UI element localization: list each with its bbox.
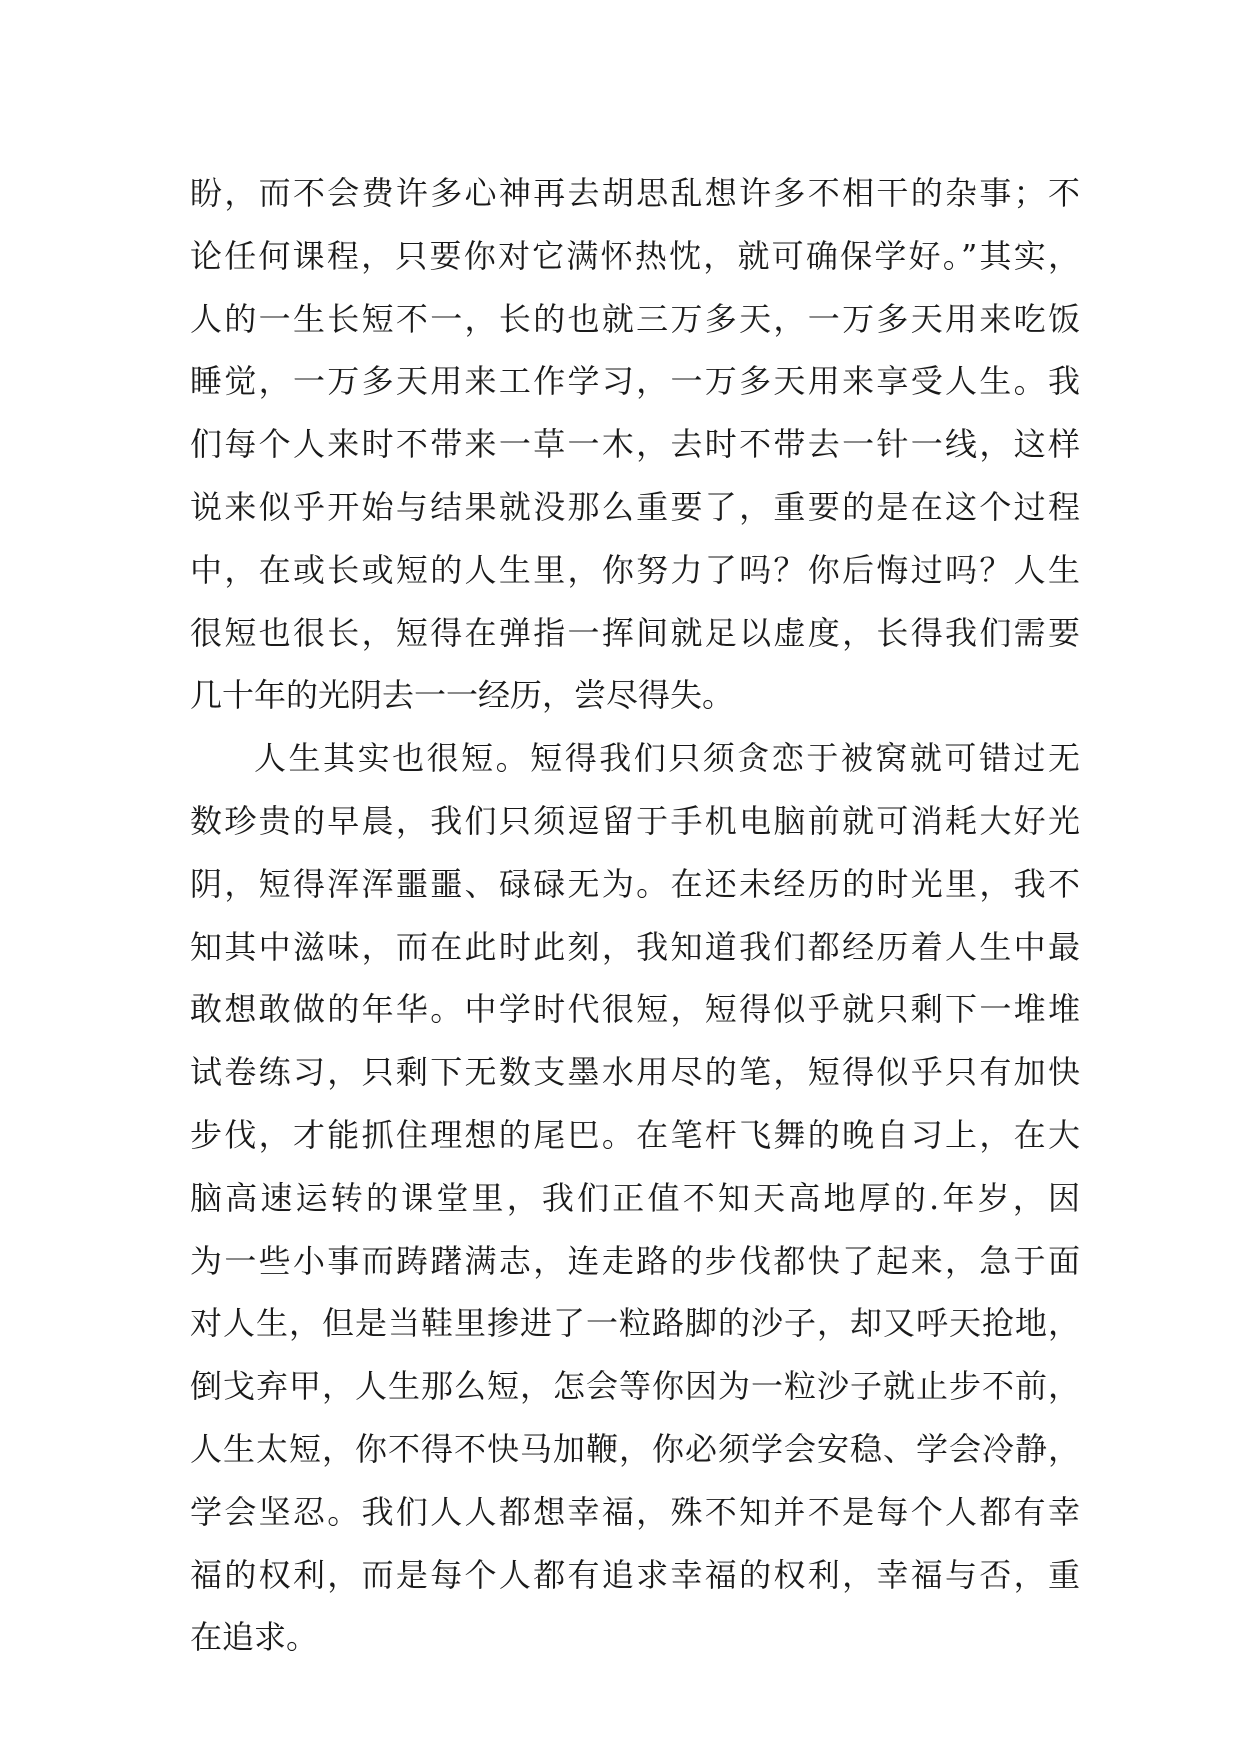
- text-line: 学会坚忍。我们人人都想幸福，殊不知并不是每个人都有幸: [190, 1492, 1080, 1531]
- text-line: 睡觉，一万多天用来工作学习，一万多天用来享受人生。我: [190, 362, 1080, 401]
- text-line: 为一些小事而踌躇满志，连走路的步伐都快了起来，急于面: [190, 1241, 1080, 1280]
- text-line: 脑高速运转的课堂里，我们正值不知天高地厚的.年岁，因: [190, 1178, 1080, 1217]
- text-line: 对人生，但是当鞋里掺进了一粒路脚的沙子，却又呼天抢地，: [190, 1304, 1080, 1343]
- text-line: 很短也很长，短得在弹指一挥间就足以虚度，长得我们需要: [190, 613, 1080, 652]
- text-line: 阴，短得浑浑噩噩、碌碌无为。在还未经历的时光里，我不: [190, 864, 1080, 903]
- text-line: 在追求。: [190, 1618, 319, 1657]
- text-line: 敢想敢做的年华。中学时代很短，短得似乎就只剩下一堆堆: [190, 990, 1080, 1029]
- text-line: 人生其实也很短。短得我们只须贪恋于被窝就可错过无: [254, 739, 1080, 778]
- text-line: 人的一生长短不一，长的也就三万多天，一万多天用来吃饭: [190, 299, 1080, 338]
- text-line: 知其中滋味，而在此时此刻，我知道我们都经历着人生中最: [190, 927, 1080, 966]
- text-line: 步伐，才能抓住理想的尾巴。在笔杆飞舞的晚自习上，在大: [190, 1115, 1080, 1154]
- text-line: 们每个人来时不带来一草一木，去时不带去一针一线，这样: [190, 425, 1080, 464]
- text-line: 说来似乎开始与结果就没那么重要了，重要的是在这个过程: [190, 487, 1080, 526]
- text-line: 几十年的光阴去一一经历，尝尽得失。: [190, 676, 735, 715]
- text-line: 中，在或长或短的人生里，你努力了吗？你后悔过吗？人生: [190, 550, 1080, 589]
- text-line: 数珍贵的早晨，我们只须逗留于手机电脑前就可消耗大好光: [190, 801, 1080, 840]
- text-line: 倒戈弃甲，人生那么短，怎会等你因为一粒沙子就止步不前，: [190, 1367, 1080, 1406]
- text-line: 试卷练习，只剩下无数支墨水用尽的笔，短得似乎只有加快: [190, 1053, 1080, 1092]
- text-line: 福的权利，而是每个人都有追求幸福的权利，幸福与否，重: [190, 1555, 1080, 1594]
- text-line: 论任何课程，只要你对它满怀热忱，就可确保学好。”其实，: [190, 236, 1080, 275]
- text-line: 盼，而不会费许多心神再去胡思乱想许多不相干的杂事；不: [190, 174, 1080, 212]
- body-text: [190, 162, 1080, 1669]
- text-line: 人生太短，你不得不快马加鞭，你必须学会安稳、学会冷静，: [190, 1429, 1080, 1468]
